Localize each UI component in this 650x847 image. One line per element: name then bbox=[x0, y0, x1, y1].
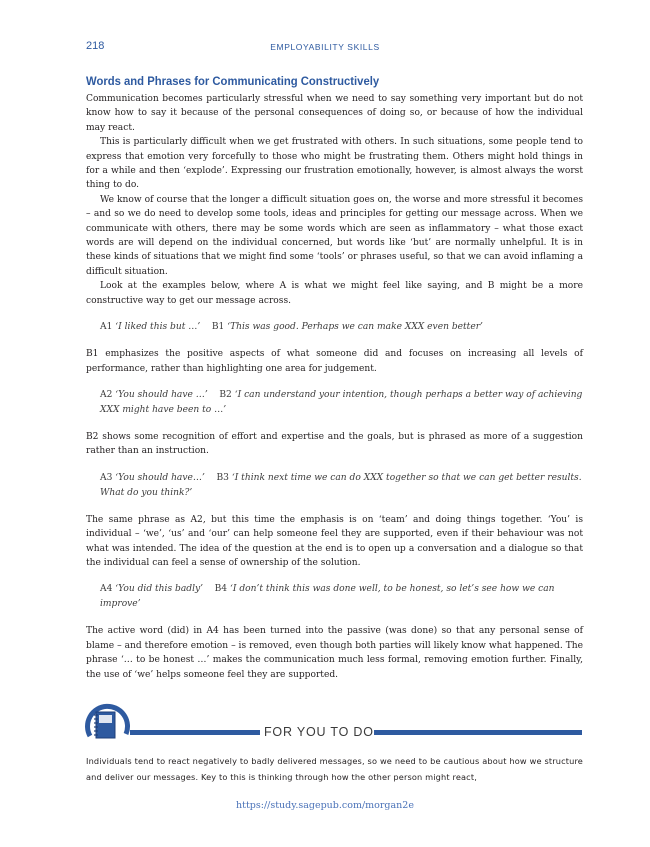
main-content bbox=[86, 74, 583, 682]
for-you-to-do-label: FOR YOU TO DO bbox=[264, 725, 374, 739]
example-a-id: A4 bbox=[100, 584, 113, 595]
for-you-to-do-banner bbox=[82, 700, 582, 748]
example-comment: The active word (did) in A4 has been turned into the passive (was done) so that any personal sense of blame – and therefore emotion – is removed, even though both parties will likely know what happened. The phrase ‘… to be honest …’ makes the communication much less formal, removing emotion further. Finally, the use of ‘we’ helps someone feel they are supported. bbox=[86, 626, 583, 680]
example-4 bbox=[86, 582, 583, 612]
banner-rule-right bbox=[374, 730, 582, 735]
running-head: EMPLOYABILITY SKILLS bbox=[270, 42, 380, 52]
example-comment: B1 emphasizes the positive aspects of what someone did and focuses on increasing all levels of performance, rather than highlighting one area for judgement. bbox=[86, 349, 583, 374]
notebook-icon bbox=[82, 700, 132, 748]
example-b-text: ‘This was good. Perhaps we can make XXX even better’ bbox=[227, 322, 483, 333]
example-a-text: ‘You should have…’ bbox=[115, 472, 205, 483]
paragraph: This is particularly difficult when we get frustrated with others. In such situations, some people tend to express that emotion very forcefully to those who might be frustrating them. Others might hold things in for a while and then ‘explode’. Expressing our frustration emotionally, however, is almost always the worst thing to do. bbox=[86, 137, 583, 191]
example-comment: B2 shows some recognition of effort and expertise and the goals, but is phrased as more of a suggestion rather than an instruction. bbox=[86, 431, 583, 457]
example-a-id: A2 bbox=[100, 389, 113, 400]
footer-url[interactable]: https://study.sagepub.com/morgan2e bbox=[236, 800, 414, 811]
example-b-text: ‘I think next time we can do XXX together so that we can get better results. What do you think?’ bbox=[100, 472, 582, 498]
example-a-id: A1 bbox=[100, 322, 113, 333]
paragraph: Look at the examples below, where A is what we might feel like saying, and B might be a more constructive way to get our message across. bbox=[86, 281, 583, 306]
example-3 bbox=[86, 471, 583, 501]
example-b-text: ‘I don’t think this was done well, to be honest, so let’s see how we can improve’ bbox=[100, 584, 555, 610]
example-a-text: ‘You did this badly’ bbox=[115, 584, 204, 595]
section-title: Words and Phrases for Communicating Constructively bbox=[86, 74, 380, 88]
page-number: 218 bbox=[86, 40, 105, 52]
paragraph: Communication becomes particularly stressful when we need to say something very important but do not know how to say it because of the personal consequences of doing so, or because of how the individual may react. bbox=[86, 94, 583, 133]
example-b-id: B2 bbox=[219, 389, 232, 400]
banner-rule-left bbox=[130, 730, 260, 735]
example-a-id: A3 bbox=[100, 472, 113, 483]
example-b-id: B4 bbox=[214, 584, 228, 595]
example-a-text: ‘You should have …’ bbox=[115, 389, 208, 400]
example-b-id: B3 bbox=[216, 472, 229, 483]
example-2 bbox=[86, 388, 583, 418]
example-1 bbox=[86, 320, 583, 335]
example-a-text: ‘I liked this but …’ bbox=[115, 322, 201, 333]
example-comment: The same phrase as A2, but this time the emphasis is on ‘team’ and doing things together. ‘You’ is individual – ‘we’, ‘us’ and ‘our’ can help someone feel they are supported, even if their behaviour was not what was intended. The idea of the question at the end is to open up a conversation and a dialogue so that the individual can feel a sense of ownership of the solution. bbox=[86, 514, 583, 568]
example-b-text: ‘I can understand your intention, though perhaps a better way of achieving XXX might have been to …’ bbox=[100, 389, 583, 415]
for-you-to-do-text: Individuals tend to react negatively to badly delivered messages, so we need to be cautious about how we structure and deliver our messages. Key to this is thinking through how the other person might react, bbox=[86, 756, 583, 782]
example-b-id: B1 bbox=[211, 322, 225, 333]
paragraph: We know of course that the longer a difficult situation goes on, the worse and more stressful it becomes – and so we do need to develop some tools, ideas and principles for getting our message across. When we communicate with others, there may be some words which are seen as inflammatory – what those exact words are will depend on the individual concerned, but words like ‘but’ are normally unhelpful. It is in these kinds of situations that we might find some ‘tools’ or phrases useful, so that we can avoid inflaming a difficult situation. bbox=[86, 194, 583, 277]
